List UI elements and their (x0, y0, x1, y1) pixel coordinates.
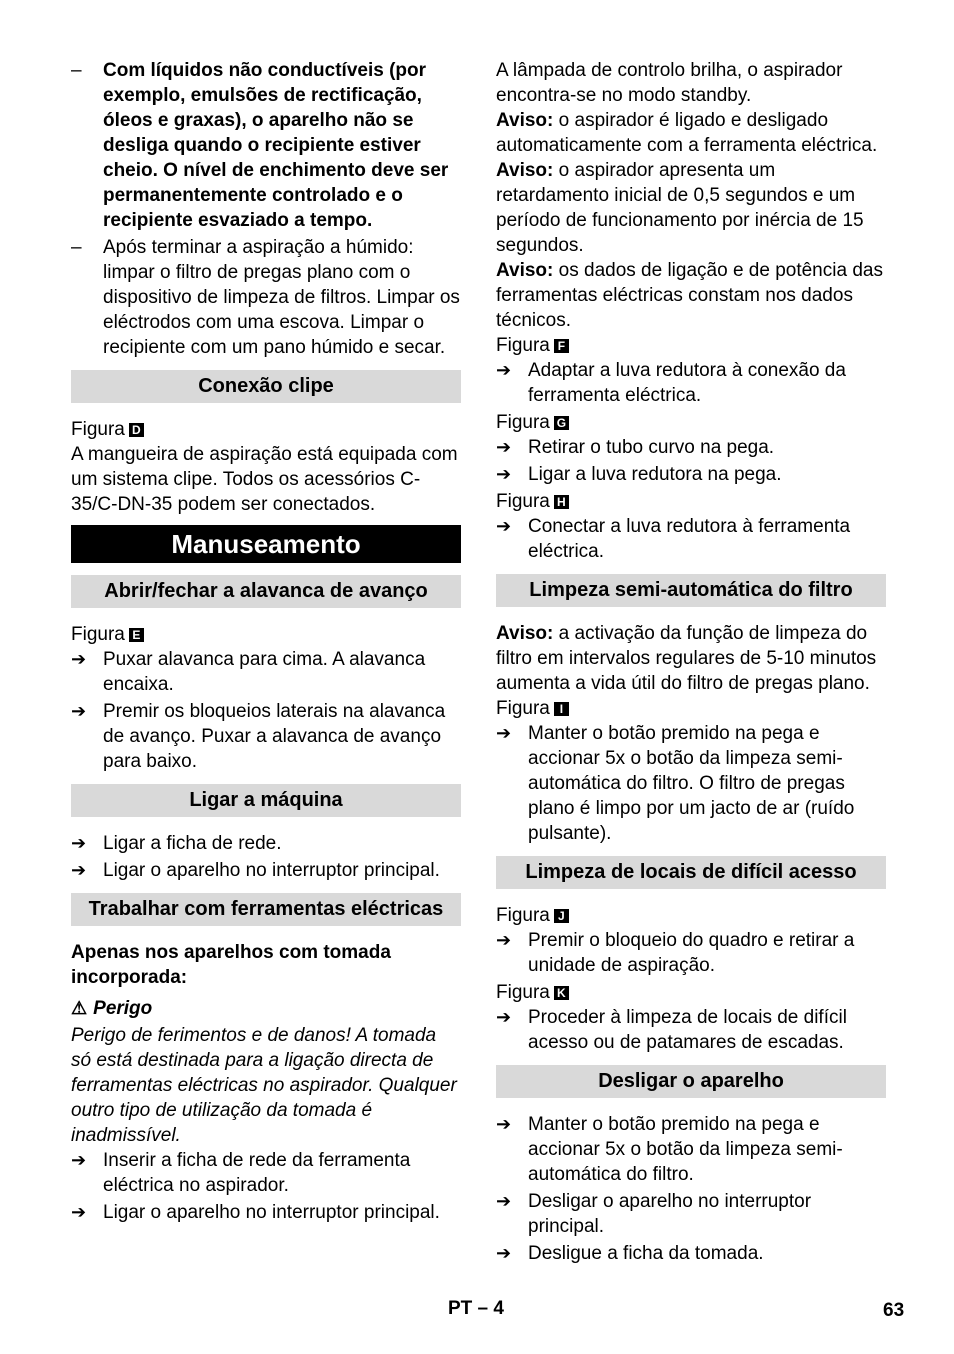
dash-marker: – (71, 60, 82, 81)
step-text: Puxar alavanca para cima. A alavanca encaixa. (103, 649, 426, 695)
step-item (71, 831, 461, 856)
figure-reference: Figura D (71, 417, 461, 442)
figure-reference: Figura E (71, 622, 461, 647)
figure-letter-icon: G (554, 416, 569, 430)
step-text: Desligar o aparelho no interruptor principal. (528, 1191, 812, 1237)
arrow-icon: ➔ (496, 1243, 512, 1263)
step-item (496, 1005, 886, 1055)
step-text: Desligue a ficha da tomada. (528, 1243, 764, 1264)
bold-note: Com líquidos não conductíveis (por exemplo, emulsões de rectificação, óleos e graxas), o aparelho não se desliga quando o recipiente estiver cheio. O nível de enchimento deve ser permanentemente controlado e o recipiente esvaziado a tempo. (103, 60, 449, 231)
left-column (71, 58, 461, 1225)
arrow-icon: ➔ (496, 1191, 512, 1211)
note-paragraph: Aviso: a activação da função de limpeza do filtro em intervalos regulares de 5-10 minutos aumenta a vida útil do filtro de pregas plano. (496, 623, 877, 694)
arrow-icon: ➔ (496, 437, 512, 457)
arrow-icon: ➔ (71, 649, 87, 669)
figure-letter-icon: J (554, 909, 569, 923)
figure-reference: Figura G (496, 410, 886, 435)
footer-language-page: PT – 4 (448, 1298, 504, 1319)
figure-reference: Figura K (496, 980, 886, 1005)
step-text: Conectar a luva redutora à ferramenta eléctrica. (528, 516, 851, 562)
step-item (496, 514, 886, 564)
dash-marker: – (71, 237, 82, 258)
step-item (71, 1148, 461, 1198)
step-item (71, 1200, 461, 1225)
paragraph: A mangueira de aspiração está equipada com um sistema clipe. Todos os acessórios C-35/C-DN-35 podem ser conectados. (71, 444, 458, 515)
step-text: Premir os bloqueios laterais na alavanca de avanço. Puxar a alavanca de avanço para baixo. (103, 701, 446, 772)
note-paragraph: Aviso: o aspirador é ligado e desligado automaticamente com a ferramenta eléctrica. (496, 110, 878, 156)
paragraph: A lâmpada de controlo brilha, o aspirador encontra-se no modo standby. (496, 60, 843, 106)
note-paragraph: Aviso: o aspirador apresenta um retardamento inicial de 0,5 segundos e um período de funcionamento por inércia de 15 segundos. (496, 160, 864, 256)
figure-letter-icon: H (554, 495, 569, 509)
note-paragraph: Aviso: os dados de ligação e de potência das ferramentas eléctricas constam nos dados técnicos. (496, 260, 883, 331)
figure-reference: Figura F (496, 333, 886, 358)
step-item (496, 435, 886, 460)
figure-letter-icon: E (129, 628, 144, 642)
danger-text: Perigo de ferimentos e de danos! A tomada só está destinada para a ligação directa de ferramentas eléctricas no aspirador. Qualquer outro tipo de utilização da tomada é inadmissível. (71, 1025, 457, 1146)
figure-letter-icon: F (554, 339, 569, 353)
right-column (496, 58, 886, 1266)
figure-reference: Figura I (496, 696, 886, 721)
step-item (496, 462, 886, 487)
subheading: Apenas nos aparelhos com tomada incorporada: (71, 942, 391, 988)
arrow-icon: ➔ (71, 860, 87, 880)
step-item (496, 721, 886, 846)
list-text: Após terminar a aspiração a húmido: limpar o filtro de pregas plano com o dispositivo de limpeza de filtros. Limpar os eléctrodos com uma escova. Limpar o recipiente com um pano húmido e secar. (103, 237, 460, 358)
step-text: Ligar o aparelho no interruptor principal. (103, 1202, 440, 1223)
chapter-heading: Manuseamento (71, 525, 461, 563)
step-item (71, 647, 461, 697)
step-text: Ligar o aparelho no interruptor principal. (103, 860, 440, 881)
step-text: Manter o botão premido na pega e accionar 5x o botão da limpeza semi-automática do filtro. (528, 1114, 843, 1185)
page-number: 63 (883, 1300, 905, 1321)
step-text: Premir o bloqueio do quadro e retirar a unidade de aspiração. (528, 930, 855, 976)
section-heading-abrir: Abrir/fechar a alavanca de avanço (71, 575, 461, 608)
figure-letter-icon: K (554, 986, 569, 1000)
arrow-icon: ➔ (71, 1202, 87, 1222)
section-heading-conexao: Conexão clipe (71, 370, 461, 403)
arrow-icon: ➔ (496, 930, 512, 950)
arrow-icon: ➔ (496, 464, 512, 484)
figure-reference: Figura H (496, 489, 886, 514)
arrow-icon: ➔ (71, 833, 87, 853)
section-heading-desligar: Desligar o aparelho (496, 1065, 886, 1098)
step-text: Ligar a ficha de rede. (103, 833, 282, 854)
step-item (496, 1189, 886, 1239)
step-text: Adaptar a luva redutora à conexão da ferramenta eléctrica. (528, 360, 846, 406)
step-item (71, 858, 461, 883)
step-item (496, 928, 886, 978)
section-heading-limpeza-locais: Limpeza de locais de difícil acesso (496, 856, 886, 889)
section-heading-ligar: Ligar a máquina (71, 784, 461, 817)
section-heading-trabalhar: Trabalhar com ferramentas eléctricas (71, 893, 461, 926)
step-text: Inserir a ficha de rede da ferramenta eléctrica no aspirador. (103, 1150, 411, 1196)
step-text: Manter o botão premido na pega e accionar 5x o botão da limpeza semi-automática do filtro. O filtro de pregas plano é limpo por um jacto de ar (ruído pulsante). (528, 723, 855, 844)
list-item (71, 235, 461, 360)
figure-reference: Figura J (496, 903, 886, 928)
step-item (496, 358, 886, 408)
arrow-icon: ➔ (496, 360, 512, 380)
arrow-icon: ➔ (71, 701, 87, 721)
step-item (496, 1112, 886, 1187)
danger-heading: ⚠ Perigo (71, 998, 153, 1019)
step-text: Retirar o tubo curvo na pega. (528, 437, 775, 458)
arrow-icon: ➔ (496, 1007, 512, 1027)
step-item (71, 699, 461, 774)
step-text: Proceder à limpeza de locais de difícil acesso ou de patamares de escadas. (528, 1007, 847, 1053)
step-item (496, 1241, 886, 1266)
section-heading-limpeza-semi: Limpeza semi-automática do filtro (496, 574, 886, 607)
figure-letter-icon: I (554, 702, 569, 716)
step-text: Ligar a luva redutora na pega. (528, 464, 782, 485)
warning-triangle-icon: ⚠ (71, 998, 88, 1018)
arrow-icon: ➔ (496, 516, 512, 536)
arrow-icon: ➔ (496, 1114, 512, 1134)
figure-letter-icon: D (129, 423, 144, 437)
arrow-icon: ➔ (71, 1150, 87, 1170)
list-item (71, 58, 461, 233)
arrow-icon: ➔ (496, 723, 512, 743)
